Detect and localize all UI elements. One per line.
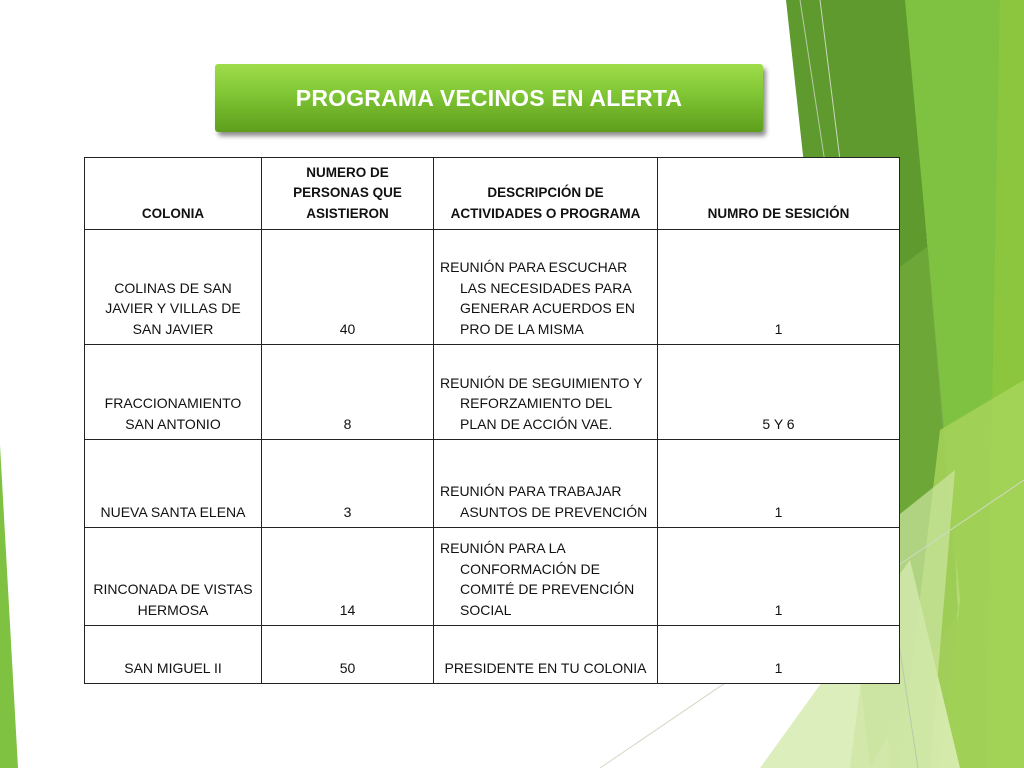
cell-personas: 50 [262, 626, 434, 684]
description-text: PRESIDENTE EN TU COLONIA [444, 659, 647, 676]
cell-colonia: RINCONADA DE VISTAS HERMOSA [85, 528, 262, 626]
cell-personas: 40 [262, 230, 434, 345]
description-text: REUNIÓN PARA LA CONFORMACIÓN DE COMITÉ DE PREVENCIÓN SOCIAL [440, 540, 635, 618]
title-banner [215, 64, 763, 132]
header-descripcion: DESCRIPCIÓN DE ACTIVIDADES O PROGRAMA [434, 158, 658, 230]
table-row [85, 345, 900, 440]
cell-sesion: 1 [658, 230, 900, 345]
cell-descripcion [434, 626, 658, 684]
header-personas: NUMERO DE PERSONAS QUE ASISTIERON [262, 158, 434, 230]
table-row [85, 230, 900, 345]
table-row [85, 528, 900, 626]
cell-sesion: 5 Y 6 [658, 345, 900, 440]
cell-descripcion [434, 230, 658, 345]
header-sesion: NUMRO DE SESICIÓN [658, 158, 900, 230]
description-text: REUNIÓN PARA TRABAJAR ASUNTOS DE PREVENCIÓN [440, 483, 648, 520]
table-row [85, 440, 900, 528]
left-green-sliver [0, 445, 18, 768]
cell-sesion: 1 [658, 626, 900, 684]
page-title: PROGRAMA VECINOS EN ALERTA [295, 84, 683, 111]
cell-personas: 8 [262, 345, 434, 440]
cell-descripcion [434, 528, 658, 626]
cell-descripcion [434, 345, 658, 440]
table-header-row [85, 158, 900, 230]
cell-personas: 14 [262, 528, 434, 626]
cell-sesion: 1 [658, 440, 900, 528]
cell-colonia: FRACCIONAMIENTO SAN ANTONIO [85, 345, 262, 440]
cell-colonia: COLINAS DE SAN JAVIER Y VILLAS DE SAN JAVIER [85, 230, 262, 345]
cell-descripcion [434, 440, 658, 528]
cell-colonia: SAN MIGUEL II [85, 626, 262, 684]
cell-personas: 3 [262, 440, 434, 528]
program-table [84, 157, 900, 684]
table-row [85, 626, 900, 684]
header-colonia: COLONIA [85, 158, 262, 230]
description-text: REUNIÓN PARA ESCUCHAR LAS NECESIDADES PARA GENERAR ACUERDOS EN PRO DE LA MISMA [440, 259, 636, 337]
cell-colonia: NUEVA SANTA ELENA [85, 440, 262, 528]
cell-sesion: 1 [658, 528, 900, 626]
description-text: REUNIÓN DE SEGUIMIENTO Y REFORZAMIENTO DEL PLAN DE ACCIÓN VAE. [440, 374, 643, 432]
